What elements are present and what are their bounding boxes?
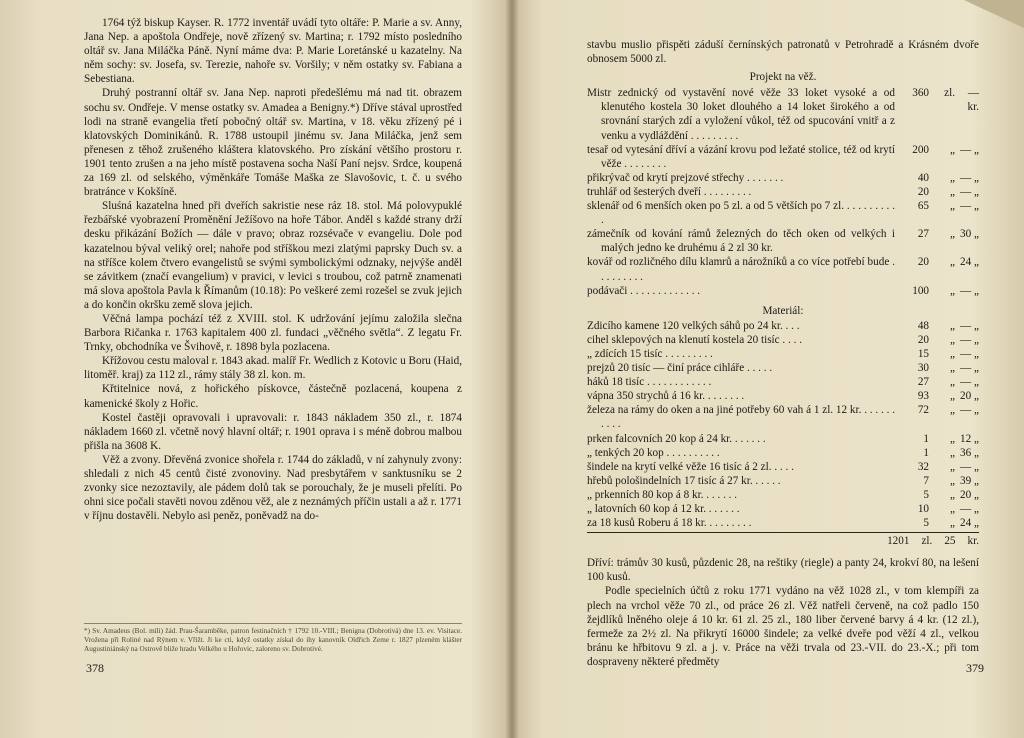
ledger-unit: „ xyxy=(950,517,955,530)
ledger-row xyxy=(587,361,979,375)
ledger-unit: „ xyxy=(950,376,955,389)
ledger-desc: kovář od rozličného dílu klamrů a nárožníků a co více potřebí bude . . . . . . . . . xyxy=(587,256,895,283)
ledger-row xyxy=(587,347,979,361)
ledger-amount: 65 xyxy=(917,200,929,213)
ledger-kr: — „ xyxy=(960,143,979,156)
ledger-kr: 20 „ xyxy=(960,488,979,501)
ledger-unit: „ xyxy=(950,474,955,487)
ledger-desc: za 18 kusů Roberu á 18 kr. . . . . . . . . xyxy=(587,517,752,530)
ledger-row xyxy=(587,375,979,389)
ledger-row xyxy=(587,403,979,431)
paragraph: stavbu muslio přispěti záduší černínských patronatů v Petrohradě a Krásném dvoře obnosem 5000 zl. xyxy=(587,39,979,66)
paragraph: 1764 týž biskup Kayser. R. 1772 inventář uvádí tyto oltáře: P. Marie a sv. Anny, Jana Nep. a apoštola Ondřeje, nově zřízený sv. Martina; r. 1792 místo posledního oltář sv. Jana Miláčka Páně. Nyní máme dva: P. Marie Loretánské u kazatelny. Na něm sochy: sv. Josefa, sv. Terezie, nahoře sv. Voršily; v něm ostatky sv. Fabiana a Sebestiana. xyxy=(84,17,462,86)
ledger-kr: — „ xyxy=(960,460,979,473)
ledger-unit: „ xyxy=(950,319,955,332)
ledger-row xyxy=(587,516,979,530)
ledger-desc: zámečník od kování rámů železných do těch oken od velkých i malých jedno ke druhému á 2 zl 30 kr. xyxy=(587,228,895,255)
ledger-desc: železa na rámy do oken a na jiné potřeby 60 vah á 1 zl. 12 kr. . . . . . . . . . . xyxy=(587,404,895,431)
right-page xyxy=(512,0,1024,738)
ledger-row xyxy=(587,488,979,502)
ledger-row xyxy=(587,446,979,460)
left-page-body xyxy=(84,16,462,523)
ledger-row xyxy=(587,143,979,171)
ledger-unit: „ xyxy=(950,171,955,184)
material-heading: Materiál: xyxy=(762,304,804,317)
ledger-unit: „ xyxy=(950,143,955,156)
ledger-unit: „ xyxy=(950,333,955,346)
ledger-desc: šindele na krytí velké věže 16 tisíc á 2 zl. . . . . xyxy=(587,460,794,473)
ledger-kr: — „ xyxy=(960,376,979,389)
material-list xyxy=(587,319,979,530)
ledger-unit: „ xyxy=(950,432,955,445)
ledger-kr: — „ xyxy=(960,171,979,184)
ledger-row xyxy=(587,199,979,227)
ledger-amount: 1 xyxy=(923,446,929,459)
paragraph: Křtitelnice nová, z hořického pískovce, částečně pozlacená, koupena z kamenické školy z Hořic. xyxy=(84,383,462,410)
ledger-kr: 20 „ xyxy=(960,390,979,403)
ledger-row xyxy=(587,86,979,142)
ledger-desc: „ prkenních 80 kop á 8 kr. . . . . . . xyxy=(587,488,738,501)
right-page-body xyxy=(587,38,979,669)
ledger-kr: 24 „ xyxy=(960,517,979,530)
ledger-amount: 5 xyxy=(923,517,929,530)
ledger-unit: „ xyxy=(950,404,955,417)
paragraph: Věž a zvony. Dřevěná zvonice shořela r. 1744 do základů, v ní zahynuly zvony: shledali z nich 45 centů čisté zvonoviny. Nad presbytářem v sanktusníku se 2 zvonky sice nezoztavily, ale pádem dolů tak se porouchaly, že je museli přelíti. Po ohni sice počali stavěti novou zděnou věž, ale z neznámých příčin ustali a až r. 1771 v říjnu dostavěli. Nebylo asi peněz, poněvadž na do- xyxy=(84,453,462,523)
paragraph: Podle specielních účtů z roku 1771 vydáno na věž 1028 zl., v tom klempíři za plech na vrchol věže 70 zl., od práce 26 zl. Věž natřeli červeně, na což padlo 150 žejdlíků lněného oleje á 10 kr. 61 zl. 25 zl., 180 liber červené barvy á 4 kr. (12 zl.), fermeže za 2½ zl. Na přikrytí 16000 šindele; za velké dveře pod věží 4 zl., velkou bránu ke hřbitovu 9 zl. a j. v. Práce na věži trvala od 23.-VII. do 23.-X.; při tom dospraveny některé předměty xyxy=(587,585,979,668)
ledger-row xyxy=(587,185,979,199)
ledger-unit: „ xyxy=(950,185,955,198)
ledger-desc: přikrývač od krytí prejzové střechy . . . . . . . xyxy=(587,171,784,184)
ledger-desc: truhlář od šesterých dveří . . . . . . . . . xyxy=(587,185,752,198)
ledger-amount: 7 xyxy=(923,474,929,487)
paragraph: Sluśná kazatelna hned při dveřích sakristie nese ráz 18. stol. Má polovypuklé řezbářské vyobrazení Proměnění Ježíšovo na hoře Tábor. Anděl s každé strany drží desku přikázání Božích — dále v pravo; obraz rozsévače v evangeliu. Dole pod kazatelnou býval veliký orel; nahoře pod stříškou mezi zlatými paprsky Duch sv. a na stříšce kolem čtvero evangelistů se svými symbolickými odznaky, nejvýše anděl se závitkem (značí evangelium) v pravici, v levici s troubou, což patrně znamenati má slova apoštola Pavla k Římanům (10.18): Po veškeré zemi rozešel se zvuk jejich a do končin okršku země slova jejich. xyxy=(84,200,462,311)
ledger-amount: 5 xyxy=(923,488,929,501)
ledger-kr: 12 „ xyxy=(960,432,979,445)
ledger-unit: „ xyxy=(950,256,955,269)
ledger-desc: „ latovních 60 kop á 12 kr. . . . . . . xyxy=(587,503,740,515)
ledger-row xyxy=(587,255,979,283)
total-unit: zl. xyxy=(921,535,933,548)
ledger-unit: „ xyxy=(950,503,955,515)
ledger-desc: vápna 350 strychů á 16 kr. . . . . . . . xyxy=(587,390,745,403)
ledger-amount: 30 xyxy=(917,362,929,375)
ledger-unit: „ xyxy=(950,200,955,213)
ledger-kr: — „ xyxy=(960,185,979,198)
ledger-desc: prejzů 20 tisíc — činí práce cihláře . . . . . xyxy=(587,362,773,375)
total-row xyxy=(587,532,979,548)
ledger-amount: 10 xyxy=(917,503,929,515)
ledger-unit: „ xyxy=(950,446,955,459)
ledger-row xyxy=(587,227,979,255)
ledger-kr: — „ xyxy=(960,347,979,360)
ledger-amount: 93 xyxy=(917,390,929,403)
ledger-amount: 100 xyxy=(912,284,929,297)
ledger-kr: — „ xyxy=(960,404,979,417)
ledger-desc: hřebů pološindelních 17 tisíc á 27 kr. . . . . . xyxy=(587,474,781,487)
ledger-desc: prken falcovních 20 kop á 24 kr. . . . . . . xyxy=(587,432,766,445)
ledger-unit: zl. xyxy=(944,87,955,100)
ledger-kr: 36 „ xyxy=(960,446,979,459)
ledger-kr: 30 „ xyxy=(960,228,979,241)
ledger-amount: 20 xyxy=(917,256,929,269)
ledger-row xyxy=(587,389,979,403)
paragraph: Kostel častěji opravovali i upravovali: r. 1843 nákladem 350 zl., r. 1874 nákladem 1660 zl. včetně nový hlavní oltář; r. 1901 oprava i s méně dobrou malbou přišla na 3608 K. xyxy=(84,411,462,452)
ledger-row xyxy=(587,502,979,516)
ledger-amount: 40 xyxy=(917,171,929,184)
paragraph: Druhý postranní oltář sv. Jana Nep. naproti předešlému má nad tit. obrazem sochu sv. Ondřeje. V mense ostatky sv. Amadea a Benigny.*) Dříve stával uprostřed lodi na straně evangelia třetí pobočný oltář sv. Martina, v 18. věku zřízený pé i klatovských Dominikánů. R. 1788 ustoupil jinému sv. Jana Miláčka, jenž sem přenesen z těhož zrušeného kláštera klatovského. Pro získání většího prostoru r. 1901 tento zrušen a na jeho místě postavena socha Naší Paní nejsv. Srdce, koupená za 169 zl. od selského, výměnkáře Tomáše Maška ze Slavošovic, t. č. u svého bratránce v Kokšíně. xyxy=(84,87,462,199)
page-corner xyxy=(964,0,1024,28)
ledger-row xyxy=(587,171,979,185)
ledger-desc: tesař od vytesání dříví a vázání krovu pod ležaté stolice, též od krytí věže . . . . . . . . xyxy=(587,143,895,170)
ledger-desc: „ tenkých 20 kop . . . . . . . . . . xyxy=(587,446,720,459)
ledger-desc: Zdicího kamene 120 velkých sáhů po 24 kr. . . . xyxy=(587,319,800,332)
ledger-amount: 32 xyxy=(917,460,929,473)
ledger-kr: — „ xyxy=(960,503,979,515)
total-value: 1201 xyxy=(887,535,910,548)
ledger-desc: sklenář od 6 menších oken po 5 zl. a od 5 větších po 7 zl. . . . . . . . . . . xyxy=(587,200,895,227)
ledger-kr: 39 „ xyxy=(960,474,979,487)
ledger-kr: — „ xyxy=(960,362,979,375)
ledger-desc: háků 18 tisíc . . . . . . . . . . . . xyxy=(587,376,712,389)
ledger-unit: „ xyxy=(950,284,955,297)
ledger-desc: Mistr zednický od vystavění nové věže 33 loket vysoké a od klenutého kostela 30 loket dlouhého a 14 loket širokého a od srovnání starých zdí a vyložení vůkol, též od spucování vnitř a z venku a vydláždění . . . . . . . . . xyxy=(587,87,895,142)
ledger-amount: 360 xyxy=(912,87,929,100)
ledger-row xyxy=(587,460,979,474)
ledger-amount: 48 xyxy=(917,319,929,332)
ledger-kr: — „ xyxy=(960,333,979,346)
ledger-row xyxy=(587,319,979,333)
paragraph: Věčná lampa pochází též z XVIII. stol. K udržování jejímu založila slečna Barbora Ričanka r. 1763 kapitalem 400 zl. fundaci „věčného světla“. Z legatu Fr. Trnky, obchodníka ve Švihově, r. 1898 byla pozlacena. xyxy=(84,312,462,354)
ledger-kr: — „ xyxy=(960,200,979,213)
ledger-desc: „ zdících 15 tisíc . . . . . . . . . xyxy=(587,347,713,360)
cost-list xyxy=(587,86,979,297)
ledger-unit: „ xyxy=(950,347,955,360)
ledger-kr: — „ xyxy=(960,319,979,332)
ledger-amount: 15 xyxy=(917,347,929,360)
project-heading: Projekt na věž. xyxy=(749,71,817,84)
ledger-amount: 20 xyxy=(917,333,929,346)
ledger-amount: 20 xyxy=(917,185,929,198)
paragraph: Křížovou cestu maloval r. 1843 akad. malíř Fr. Wedlich z Kotovic u Boru (Haid, litoměř. kraj) za 112 zl., rámy stály 38 zl. kon. m. xyxy=(84,355,462,382)
total-value-kr: 25 xyxy=(944,535,956,548)
ledger-amount: 200 xyxy=(912,143,929,156)
footnote: *) Sv. Amadeus (Bol. míli) žád. Prau-Šaramběke, patron festinačních † 1792 10.-VIII.; Benigna (Dobrotivá) dne 13. ev. Visitace. Vrožena při Roliné nad Rýnem v. Vřižt. Ji ke cti, když ostatky získal do ihy kanovník Oldřich Zeme r. 1827 plzeném klášter Augustiniánský na Ostrově bliže hradu Velkého u Hořovic, zaloreno sv. Dobrotivé. xyxy=(84,623,462,653)
ledger-amount: 72 xyxy=(917,404,929,417)
ledger-unit: „ xyxy=(950,228,955,241)
ledger-row xyxy=(587,333,979,347)
ledger-desc: cihel sklepových na klenutí kostela 20 tisíc . . . . xyxy=(587,333,803,346)
ledger-row xyxy=(587,284,979,298)
ledger-kr: — kr. xyxy=(967,87,979,114)
ledger-unit: „ xyxy=(950,460,955,473)
ledger-unit: „ xyxy=(950,362,955,375)
page-number-right: 379 xyxy=(966,661,984,675)
ledger-unit: „ xyxy=(950,488,955,501)
ledger-amount: 27 xyxy=(917,228,929,241)
ledger-unit: „ xyxy=(950,390,955,403)
ledger-row xyxy=(587,474,979,488)
paragraph: Dříví: trámův 30 kusů, půzdenic 28, na reštiky (riegle) a panty 24, krokví 80, na lešení 100 kusů. xyxy=(587,557,979,584)
ledger-amount: 27 xyxy=(917,376,929,389)
ledger-desc: podávači . . . . . . . . . . . . . xyxy=(587,284,701,297)
ledger-kr: — „ xyxy=(960,284,979,297)
ledger-kr: 24 „ xyxy=(960,256,979,269)
total-unit-kr: kr. xyxy=(967,535,979,548)
page-number-left: 378 xyxy=(86,661,104,675)
ledger-row xyxy=(587,432,979,446)
ledger-amount: 1 xyxy=(923,432,929,445)
